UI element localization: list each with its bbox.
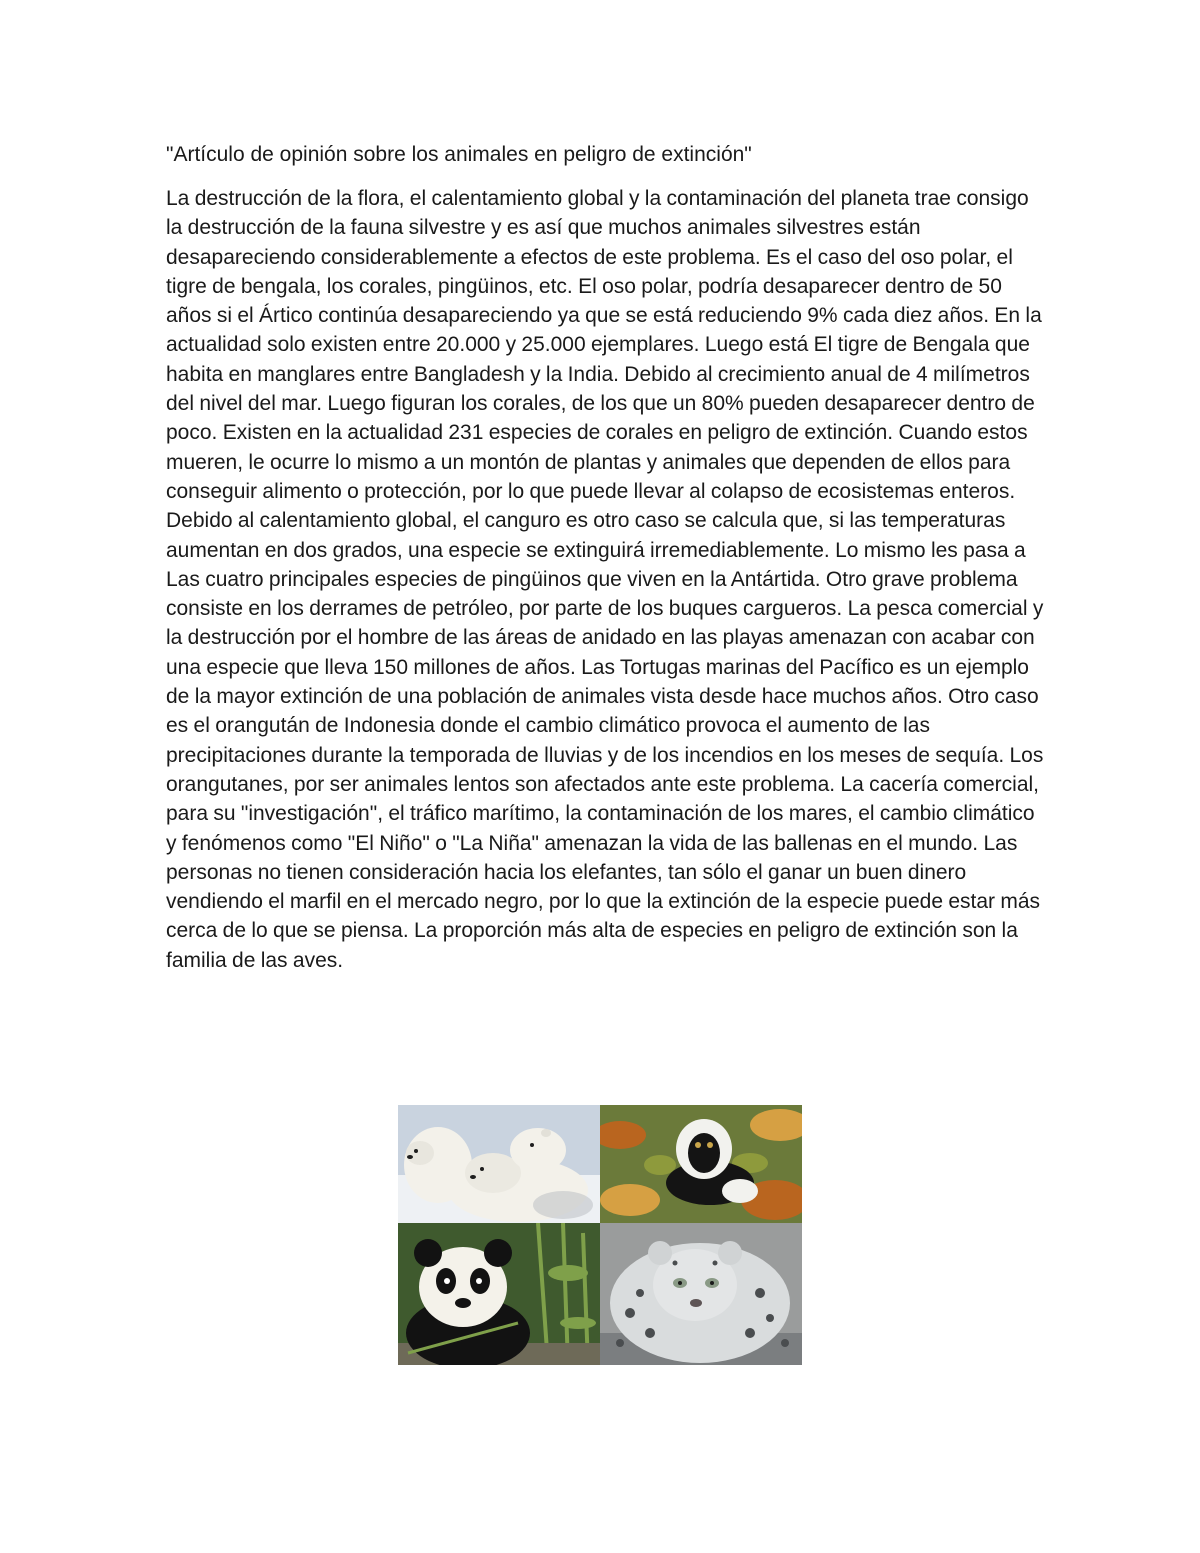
polar-bears-photo (398, 1105, 600, 1223)
panda-photo (398, 1223, 600, 1365)
panda-icon (398, 1223, 600, 1365)
lemur-icon (600, 1105, 802, 1223)
article-body: La destrucción de la flora, el calentamiento global y la contaminación del planeta trae consigo la destrucción de la fauna silvestre y es así que muchos animales silvestres están desapareciendo considerablemente a efectos de este problema. Es el caso del oso polar, el tigre de bengala, los corales, pingüinos, etc. El oso polar, podría desaparecer dentro de 50 años si el Ártico continúa desapareciendo ya que se está reduciendo 9% cada diez años. En la actualidad solo existen entre 20.000 y 25.000 ejemplares. Luego está El tigre de Bengala que habita en manglares entre Bangladesh y la India. Debido al crecimiento anual de 4 milímetros del nivel del mar. Luego figuran los corales, de los que un 80% pueden desaparecer dentro de poco. Existen en la actualidad 231 especies de corales en peligro de extinción. Cuando estos mueren, le ocurre lo mismo a un montón de plantas y animales que dependen de ellos para conseguir alimento o protección, por lo que puede llevar al colapso de ecosistemas enteros. Debido al calentamiento global, el canguro es otro caso se calcula que, si las temperaturas aumentan en dos grados, una especie se extinguirá irremediablemente. Lo mismo les pasa a Las cuatro principales especies de pingüinos que viven en la Antártida. Otro grave problema consiste en los derrames de petróleo, por parte de los buques cargueros. La pesca comercial y la destrucción por el hombre de las áreas de anidado en las playas amenazan con acabar con una especie que lleva 150 millones de años. Las Tortugas marinas del Pacífico es un ejemplo de la mayor extinción de una población de animales vista desde hace muchos años. Otro caso es el orangután de Indonesia donde el cambio climático provoca el aumento de las precipitaciones durante la temporada de lluvias y de los incendios en los meses de sequía. Los orangutanes, por ser animales lentos son afectados ante este problema. La cacería comercial, para su "investigación", el tráfico marítimo, la contaminación de los mares, el cambio climático y fenómenos como "El Niño" o "La Niña" amenazan la vida de las ballenas en el mundo. Las personas no tienen consideración hacia los elefantes, tan sólo el ganar un buen dinero vendiendo el marfil en el mercado negro, por lo que la extinción de la especie puede estar más cerca de lo que se piensa. La proporción más alta de especies en peligro de extinción son la familia de las aves. (166, 187, 1044, 972)
snow-leopard-photo (600, 1223, 802, 1365)
lemur-photo (600, 1105, 802, 1223)
polar-bears-icon (398, 1105, 600, 1223)
article-title: "Artículo de opinión sobre los animales en peligro de extinción" (166, 143, 752, 166)
snow-leopard-icon (600, 1223, 802, 1365)
endangered-animals-collage (398, 1105, 802, 1365)
